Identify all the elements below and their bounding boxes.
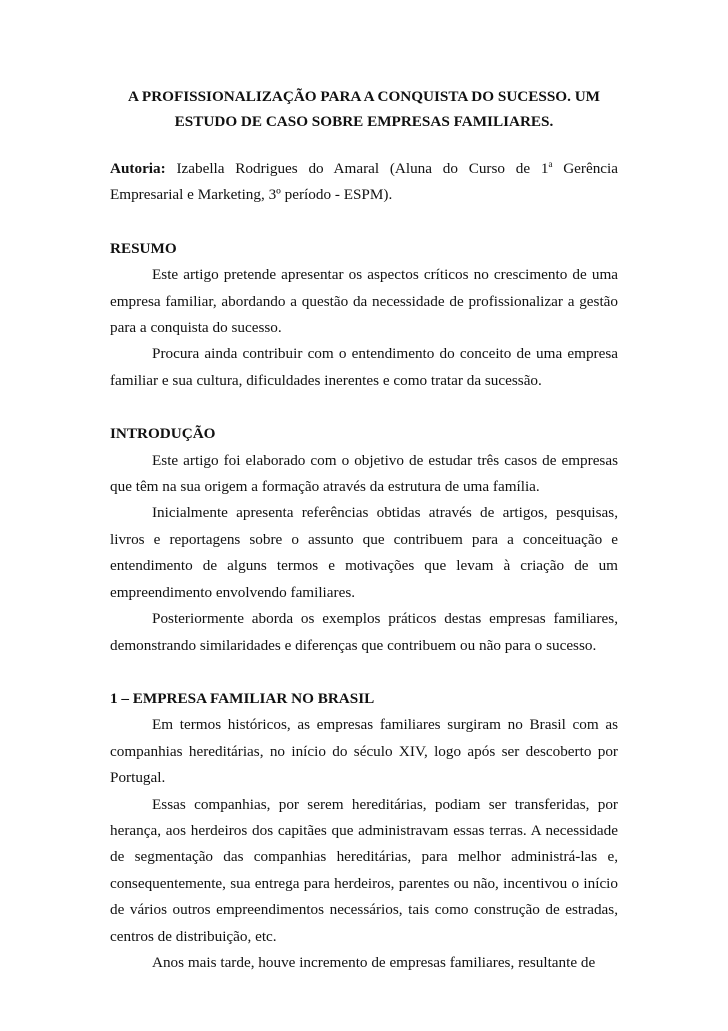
author-text-a: Izabella Rodrigues do Amaral (Aluna do Curso de 1 xyxy=(165,160,549,177)
empresa-familiar-paragraph-3: Anos mais tarde, houve incremento de empresas familiares, resultante de xyxy=(152,953,596,971)
resumo-paragraph-2: Procura ainda contribuir com o entendimento do conceito de uma empresa familiar e sua cultura, dificuldades inerentes e como tratar da sucessão. xyxy=(110,345,618,389)
section-heading-resumo: RESUMO xyxy=(110,239,177,257)
section-heading-introducao: INTRODUÇÃO xyxy=(110,425,216,443)
resumo-paragraph-1: Este artigo pretende apresentar os aspectos críticos no crescimento de uma empresa familiar, abordando a questão da necessidade de profissionalizar a gestão para a conquista do sucesso. xyxy=(110,266,618,337)
author-text-b: Gerência Empresarial e Marketing, 3º período - ESPM). xyxy=(110,160,618,204)
introducao-paragraph-1: Este artigo foi elaborado com o objetivo de estudar três casos de empresas que têm na sua origem a formação através da estrutura de uma família. xyxy=(110,451,618,496)
author-line xyxy=(110,156,618,209)
section-heading-empresa-familiar: 1 – EMPRESA FAMILIAR NO BRASIL xyxy=(110,689,375,707)
introducao-paragraph-2: Inicialmente apresenta referências obtidas através de artigos, pesquisas, livros e reportagens sobre o assunto que contribuem para a conceituação e entendimento de alguns termos e motivações que levam à criação de um empreendimento envolvendo familiares. xyxy=(110,504,618,601)
author-label: Autoria: xyxy=(110,160,166,177)
introducao-paragraph-3: Posteriormente aborda os exemplos práticos destas empresas familiares, demonstrando similaridades e diferenças que contribuem ou não para o sucesso. xyxy=(110,610,618,654)
title-line-2: ESTUDO DE CASO SOBRE EMPRESAS FAMILIARES. xyxy=(174,113,554,130)
document-title xyxy=(102,84,626,134)
title-line-1: A PROFISSIONALIZAÇÃO PARA A CONQUISTA DO SUCESSO. UM xyxy=(127,88,601,105)
author-superscript: a xyxy=(548,158,553,169)
empresa-familiar-paragraph-1: Em termos históricos, as empresas familiares surgiram no Brasil com as companhias hereditárias, no início do século XIV, logo após ser descoberto por Portugal. xyxy=(110,716,618,787)
empresa-familiar-paragraph-2: Essas companhias, por serem hereditárias, podiam ser transferidas, por herança, aos herdeiros dos capitães que administravam essas terras. A necessidade de segmentação das companhias hereditárias, para melhor administrá-las e, consequentemente, sua entrega para herdeiros, parentes ou não, incentivou o início de vários outros empreendimentos necessários, tais como construção de estradas, centros de distribuição, etc. xyxy=(110,795,618,945)
document-body xyxy=(110,84,618,976)
